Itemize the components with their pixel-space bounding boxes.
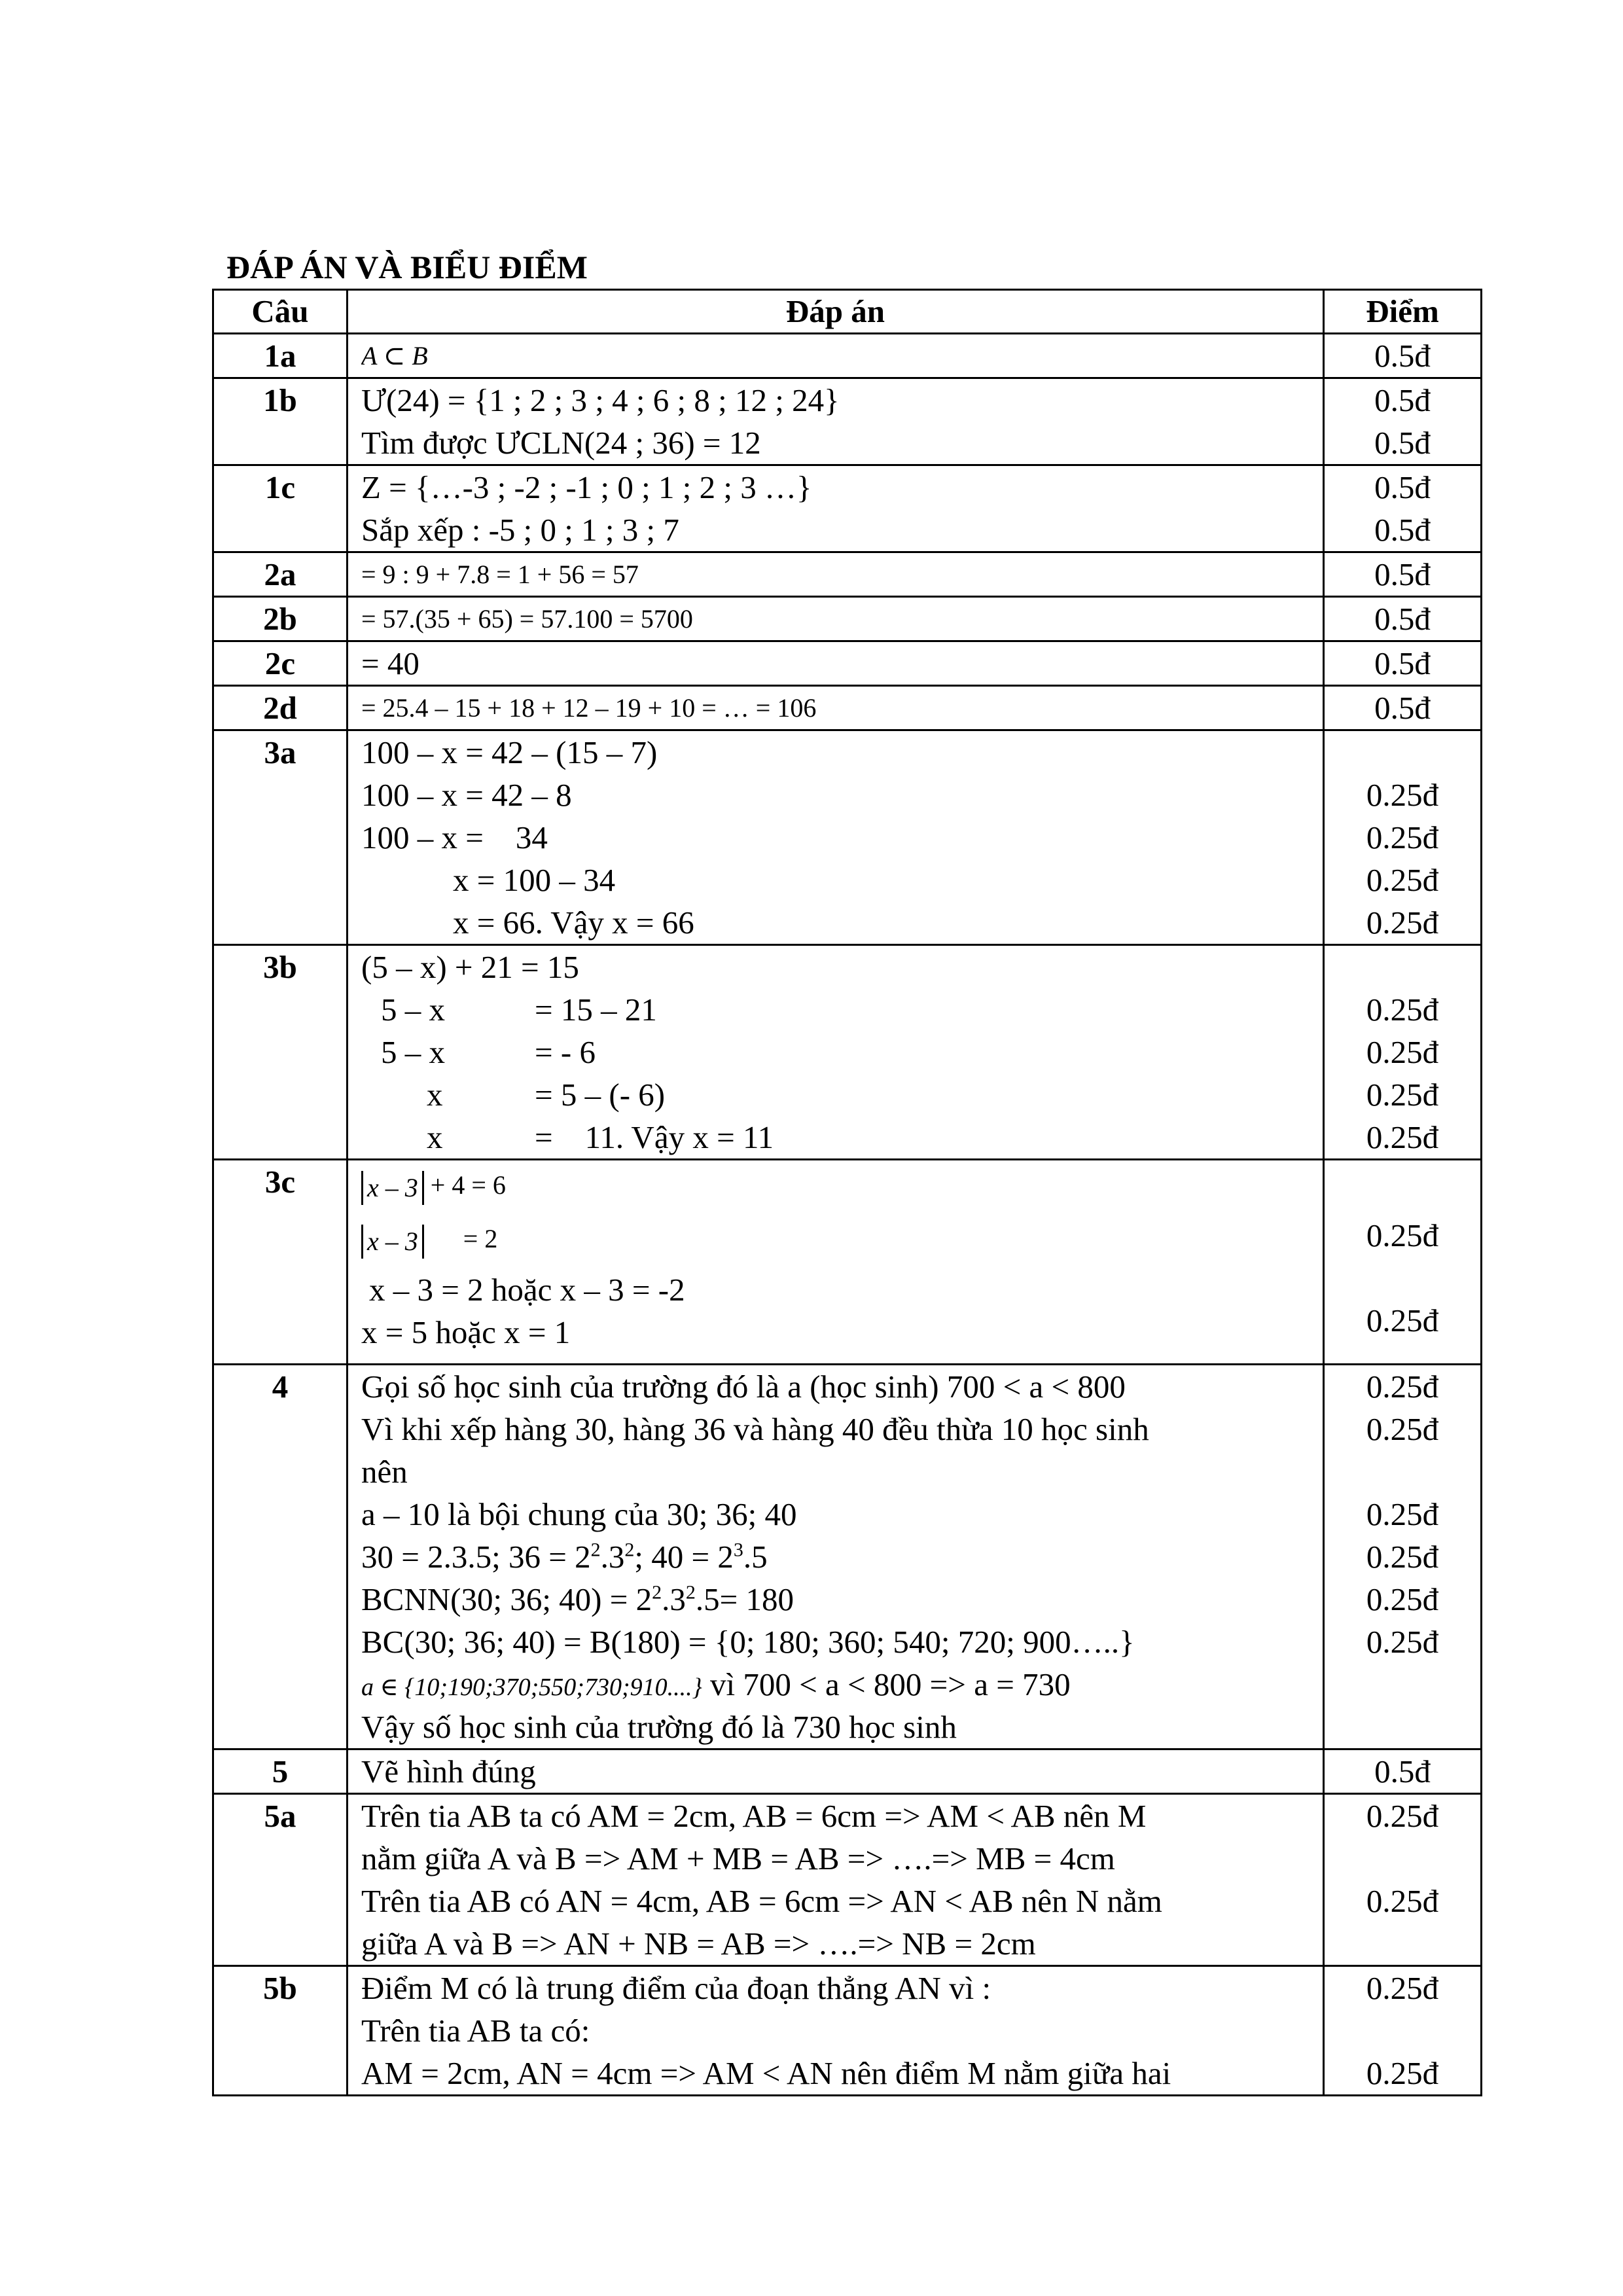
factor-text: .5 xyxy=(743,1539,768,1575)
answer-line: Gọi số học sinh của trường đó là a (học sinh) 700 < a < 800 xyxy=(361,1369,1126,1405)
set-expression: a ∈ {10;190;370;550;730;910....} xyxy=(361,1674,702,1701)
table-row xyxy=(213,945,1482,1160)
point-value: 0.5đ xyxy=(1374,512,1431,548)
point-value: 0.25đ xyxy=(1366,905,1439,941)
answer-line: = 40 xyxy=(361,645,419,681)
answer-line: nằm giữa A và B => AM + MB = AB => ….=> MB = 4cm xyxy=(361,1840,1115,1876)
point-value: 0.25đ xyxy=(1366,1883,1439,1919)
equation-rhs: = - 6 xyxy=(535,1034,596,1070)
point-value: 0.25đ xyxy=(1366,1539,1439,1575)
exponent: 2 xyxy=(685,1581,696,1604)
question-number: 2a xyxy=(213,552,348,597)
answer-line: x = 100 – 34 xyxy=(453,862,616,898)
answer-line: Trên tia AB ta có AM = 2cm, AB = 6cm => AM < AB nên M xyxy=(361,1798,1147,1834)
point-value: 0.25đ xyxy=(1366,1119,1439,1155)
point-value: 0.25đ xyxy=(1366,1970,1439,2006)
table-row xyxy=(213,334,1482,378)
answer-line: 100 – x = 42 – (15 – 7) xyxy=(361,734,658,770)
factor-text: ; 40 = 2 xyxy=(634,1539,734,1575)
point-value: 0.25đ xyxy=(1366,2055,1439,2091)
point-value: 0.5đ xyxy=(1374,601,1431,637)
header-question: Câu xyxy=(213,290,348,334)
table-row xyxy=(213,686,1482,730)
table-row xyxy=(213,597,1482,641)
equation-lhs: 5 – x xyxy=(381,1034,445,1070)
answer-line xyxy=(361,1578,1323,1621)
table-row xyxy=(213,1160,1482,1365)
answer-line: a – 10 là bội chung của 30; 36; 40 xyxy=(361,1496,797,1532)
point-value: 0.5đ xyxy=(1374,338,1431,374)
point-value: 0.5đ xyxy=(1374,556,1431,592)
point-value: 0.25đ xyxy=(1366,1217,1439,1253)
table-row xyxy=(213,552,1482,597)
equation-rest: + 4 = 6 xyxy=(430,1170,506,1200)
exponent: 2 xyxy=(652,1581,662,1604)
question-number: 4 xyxy=(213,1365,348,1749)
point-value xyxy=(1325,946,1480,988)
point-value: 0.25đ xyxy=(1366,992,1439,1028)
answer-line xyxy=(361,1031,1323,1073)
factor-text: .5= 180 xyxy=(695,1581,794,1617)
table-row xyxy=(213,1966,1482,2096)
answer-line: = 25.4 – 15 + 18 + 12 – 19 + 10 = … = 106 xyxy=(361,693,817,723)
answer-line: Z = {…-3 ; -2 ; -1 ; 0 ; 1 ; 2 ; 3 …} xyxy=(361,469,812,505)
point-value xyxy=(1325,731,1480,774)
table-header-row xyxy=(213,290,1482,334)
question-number: 1a xyxy=(213,334,348,378)
equation-lhs: 5 – x xyxy=(381,992,445,1028)
answer-text: vì 700 < a < 800 => a = 730 xyxy=(702,1666,1071,1702)
point-value: 0.25đ xyxy=(1366,1077,1439,1113)
table-row xyxy=(213,641,1482,686)
exponent: 2 xyxy=(590,1539,601,1561)
table-row xyxy=(213,1749,1482,1794)
answer-line: BC(30; 36; 40) = B(180) = {0; 180; 360; 540; 720; 900…..} xyxy=(361,1624,1135,1660)
point-value: 0.25đ xyxy=(1366,1581,1439,1617)
point-value: 0.25đ xyxy=(1366,1369,1439,1405)
question-number: 3a xyxy=(213,730,348,945)
factor-text: BCNN(30; 36; 40) = 2 xyxy=(361,1581,652,1617)
point-value: 0.25đ xyxy=(1366,819,1439,855)
point-value: 0.5đ xyxy=(1374,690,1431,726)
answer-table xyxy=(212,289,1482,2096)
point-value: 0.5đ xyxy=(1374,645,1431,681)
answer-line: Sắp xếp : -5 ; 0 ; 1 ; 3 ; 7 xyxy=(361,512,679,548)
point-value: 0.25đ xyxy=(1366,1302,1439,1338)
answer-line xyxy=(361,1210,1323,1268)
question-number: 5a xyxy=(213,1794,348,1966)
exponent: 3 xyxy=(733,1539,743,1561)
answer-line: (5 – x) + 21 = 15 xyxy=(361,949,579,985)
point-value: 0.25đ xyxy=(1366,777,1439,813)
question-number: 1b xyxy=(213,378,348,465)
factor-text: 30 = 2.3.5; 36 = 2 xyxy=(361,1539,591,1575)
table-row xyxy=(213,1794,1482,1966)
table-row xyxy=(213,465,1482,552)
header-answer: Đáp án xyxy=(348,290,1324,334)
exponent: 2 xyxy=(624,1539,635,1561)
factor-text: .3 xyxy=(662,1581,686,1617)
absolute-value: x – 3 xyxy=(361,1225,424,1259)
factor-text: .3 xyxy=(600,1539,625,1575)
answer-line: Tìm được ƯCLN(24 ; 36) = 12 xyxy=(361,425,761,461)
point-value: 0.25đ xyxy=(1366,1624,1439,1660)
equation-lhs: x xyxy=(427,1119,443,1155)
answer-line: A ⊂ B xyxy=(361,341,428,370)
answer-line: nên xyxy=(361,1454,408,1490)
answer-line: Trên tia AB ta có: xyxy=(361,2013,590,2049)
point-value: 0.25đ xyxy=(1366,1496,1439,1532)
answer-line: giữa A và B => AN + NB = AB => ….=> NB = 2cm xyxy=(361,1926,1036,1962)
answer-line: = 57.(35 + 65) = 57.100 = 5700 xyxy=(361,604,693,634)
answer-line: Điểm M có là trung điểm của đoạn thẳng AN vì : xyxy=(361,1970,991,2006)
answer-line: x = 66. Vậy x = 66 xyxy=(453,905,694,941)
answer-line: x – 3 = 2 hoặc x – 3 = -2 xyxy=(369,1272,685,1308)
question-number: 2d xyxy=(213,686,348,730)
point-value: 0.25đ xyxy=(1366,1411,1439,1447)
answer-line: Vẽ hình đúng xyxy=(361,1753,536,1789)
question-number: 2b xyxy=(213,597,348,641)
point-value: 0.5đ xyxy=(1374,425,1431,461)
answer-line xyxy=(361,1160,1323,1210)
question-number: 2c xyxy=(213,641,348,686)
point-value: 0.5đ xyxy=(1374,469,1431,505)
answer-line: = 9 : 9 + 7.8 = 1 + 56 = 57 xyxy=(361,560,639,589)
point-value: 0.25đ xyxy=(1366,1034,1439,1070)
point-value: 0.5đ xyxy=(1374,1753,1431,1789)
equation-rhs: = 5 – (- 6) xyxy=(535,1077,666,1113)
equation-lhs: x xyxy=(427,1077,443,1113)
answer-line: Trên tia AB có AN = 4cm, AB = 6cm => AN < AB nên N nằm xyxy=(361,1883,1162,1919)
question-number: 5 xyxy=(213,1749,348,1794)
answer-line xyxy=(361,1073,1323,1116)
equation-rhs: = 15 – 21 xyxy=(535,992,657,1028)
table-row xyxy=(213,730,1482,945)
header-points: Điểm xyxy=(1324,290,1482,334)
point-value: 0.5đ xyxy=(1374,382,1431,418)
answer-line: Vậy số học sinh của trường đó là 730 học sinh xyxy=(361,1709,957,1745)
equation-rhs: = 11. Vậy x = 11 xyxy=(535,1119,774,1155)
answer-line xyxy=(361,1116,1323,1158)
table-row xyxy=(213,1365,1482,1749)
point-value: 0.25đ xyxy=(1366,1798,1439,1834)
answer-line xyxy=(361,988,1323,1031)
question-number: 5b xyxy=(213,1966,348,2096)
table-row xyxy=(213,378,1482,465)
question-number: 1c xyxy=(213,465,348,552)
answer-line: AM = 2cm, AN = 4cm => AM < AN nên điểm M nằm giữa hai xyxy=(361,2055,1171,2091)
absolute-value: x – 3 xyxy=(361,1171,424,1205)
answer-line xyxy=(361,1535,1323,1578)
answer-line: Vì khi xếp hàng 30, hàng 36 và hàng 40 đều thừa 10 học sinh xyxy=(361,1411,1149,1447)
answer-line: x = 5 hoặc x = 1 xyxy=(361,1314,571,1350)
answer-line: 100 – x = 42 – 8 xyxy=(361,777,572,813)
equation-rest: = 2 xyxy=(463,1224,498,1253)
answer-line: Ư(24) = {1 ; 2 ; 3 ; 4 ; 6 ; 8 ; 12 ; 24} xyxy=(361,382,840,418)
point-value: 0.25đ xyxy=(1366,862,1439,898)
page-title: ĐÁP ÁN VÀ BIỂU ĐIỂM xyxy=(226,249,588,285)
question-number: 3c xyxy=(213,1160,348,1365)
answer-line: 100 – x = 34 xyxy=(361,819,548,855)
answer-line xyxy=(361,1663,1323,1706)
question-number: 3b xyxy=(213,945,348,1160)
